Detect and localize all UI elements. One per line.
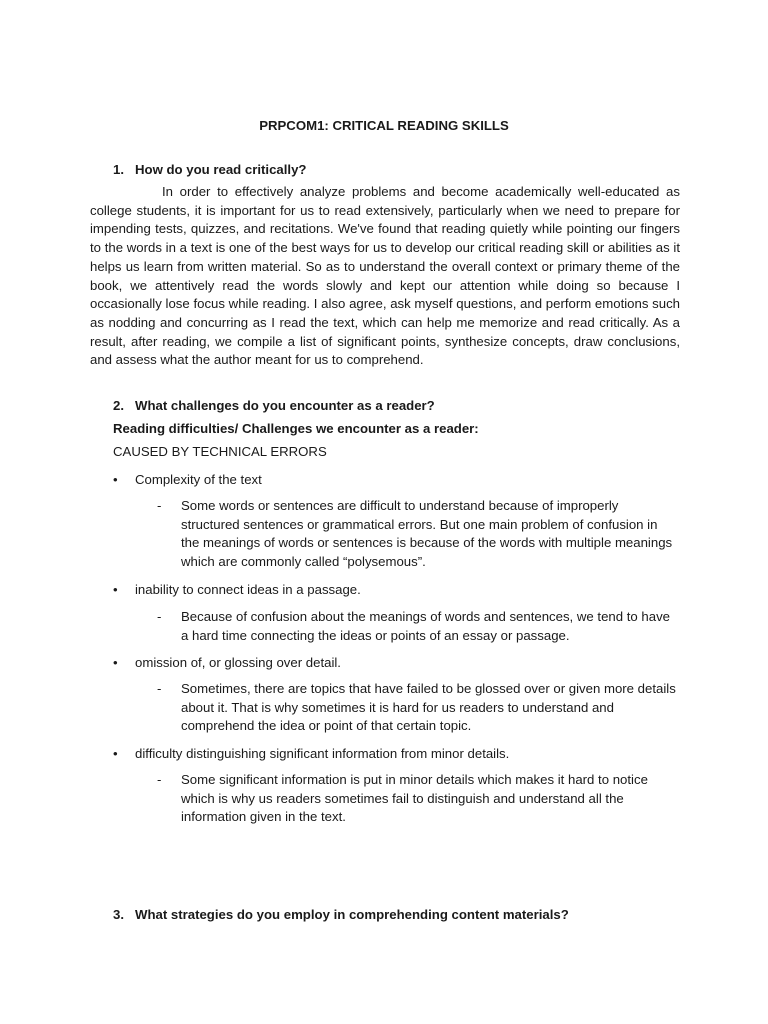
- question-2-heading: [113, 397, 435, 416]
- dash-marker: -: [157, 498, 162, 513]
- question-2-number: 2.: [113, 398, 124, 413]
- question-2-caption: CAUSED BY TECHNICAL ERRORS: [113, 444, 327, 459]
- list-item-detail-text: Sometimes, there are topics that have failed to be glossed over or given more details about it. That is why sometimes it is hard for us readers to understand and comprehend the idea or point of that certain topic.: [181, 681, 676, 734]
- list-item-label: omission of, or glossing over detail.: [135, 655, 341, 670]
- question-1-answer: [90, 183, 680, 370]
- bullet-icon: •: [113, 655, 118, 670]
- list-item-detail: [157, 608, 677, 645]
- list-item-detail: [157, 497, 677, 572]
- list-item-detail-text: Some significant information is put in minor details which makes it hard to notice which is why us readers sometimes fail to distinguish and understand all the information given in the text.: [181, 772, 648, 825]
- list-item-detail-text: Because of confusion about the meanings of words and sentences, we tend to have a hard time connecting the ideas or points of an essay or passage.: [181, 609, 670, 643]
- list-item-label: inability to connect ideas in a passage.: [135, 582, 361, 597]
- question-1-answer-text: In order to effectively analyze problems and become academically well-educated as college students, it is important for us to read extensively, particularly when we need to prepare for impending tests, quizzes, and recitations. We've found that reading quietly while pointing our fingers to the words in a text is one of the best ways for us to develop our critical reading skill or abilities as it helps us learn from written material. So as to understand the overall context or primary theme of the book, we attentively read the words slowly and kept our attention while doing so because I occasionally lose focus while reading. I also agree, ask myself questions, and perform emotions such as nodding and concurring as I read the text, which can help me memorize and read critically. As a result, after reading, we compile a list of significant points, synthesize concepts, draw conclusions, and assess what the author meant for us to comprehend.: [90, 184, 680, 368]
- list-item-label: difficulty distinguishing significant information from minor details.: [135, 746, 510, 761]
- document-title: PRPCOM1: CRITICAL READING SKILLS: [259, 118, 509, 133]
- question-3-heading: [113, 906, 569, 925]
- list-item-detail-text: Some words or sentences are difficult to understand because of improperly structured sentences or grammatical errors. But one main problem of confusion in the meanings of words or sentences is because of the words with multiple meanings which are commonly called “polysemous”.: [181, 498, 673, 570]
- bullet-icon: •: [113, 472, 118, 487]
- question-1-heading: [113, 161, 306, 180]
- list-item-detail: [157, 680, 677, 736]
- question-3-number: 3.: [113, 907, 124, 922]
- question-1-number: 1.: [113, 162, 124, 177]
- question-2-text: What challenges do you encounter as a reader?: [135, 398, 435, 413]
- list-item: [113, 745, 509, 764]
- question-2-subheading: Reading difficulties/ Challenges we encounter as a reader:: [113, 421, 479, 436]
- question-3-text: What strategies do you employ in comprehending content materials?: [135, 907, 569, 922]
- list-item: [113, 471, 262, 490]
- list-item: [113, 654, 341, 673]
- bullet-icon: •: [113, 746, 118, 761]
- list-item: [113, 581, 361, 600]
- list-item-label: Complexity of the text: [135, 472, 262, 487]
- bullet-icon: •: [113, 582, 118, 597]
- dash-marker: -: [157, 609, 162, 624]
- dash-marker: -: [157, 681, 162, 696]
- list-item-detail: [157, 771, 677, 827]
- dash-marker: -: [157, 772, 162, 787]
- question-1-text: How do you read critically?: [135, 162, 307, 177]
